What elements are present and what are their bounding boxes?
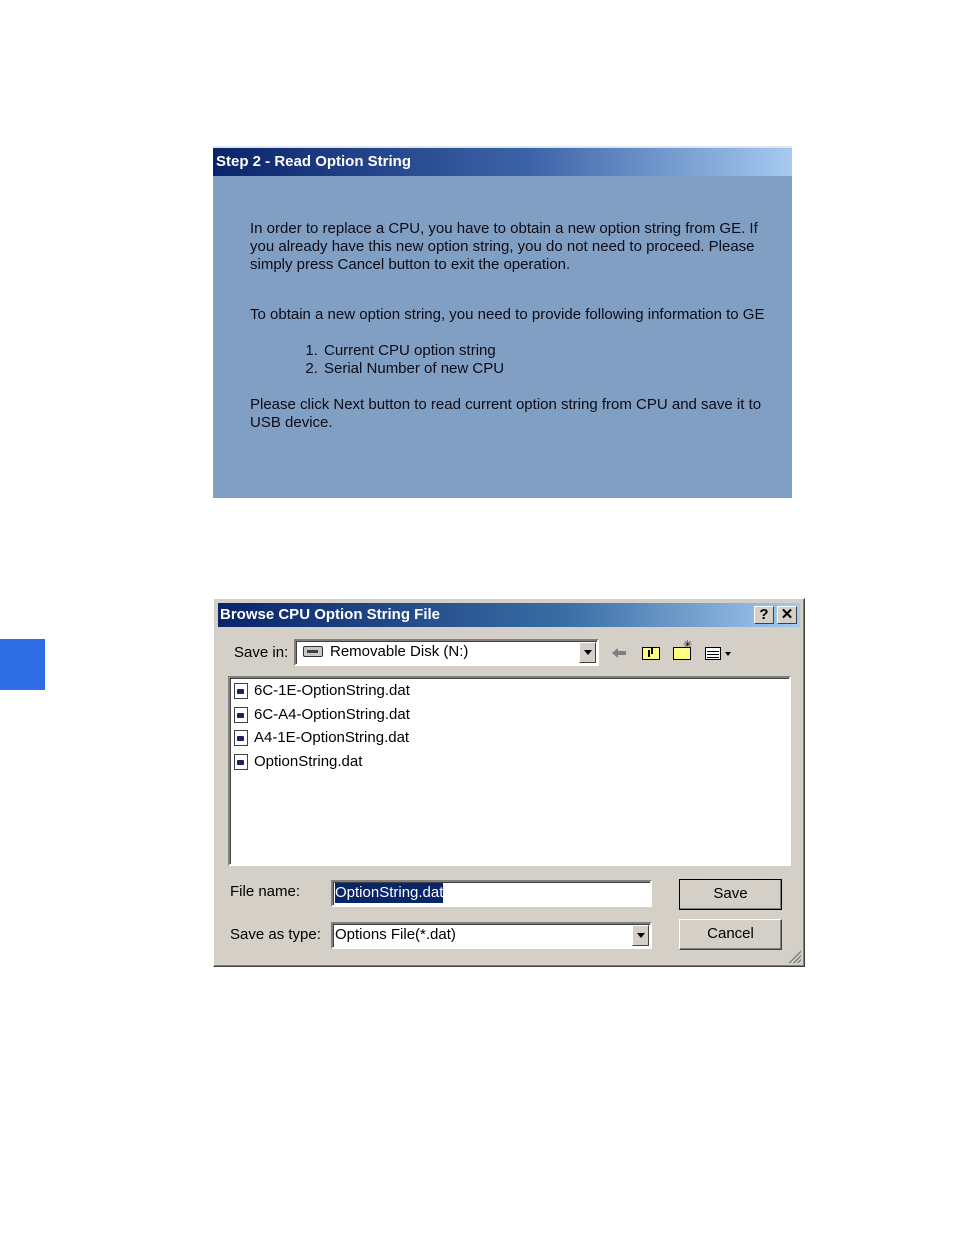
info-paragraph: To obtain a new option string, you need to provide following information to GE [250,306,765,323]
intro-paragraph: In order to replace a CPU, you have to obtain a new option string from GE. If you already have this new option string, you do not need to proceed. Please simply press Cancel button to exit the operation. [250,220,758,273]
resize-grip-icon[interactable] [787,949,801,963]
file-icon [234,754,248,770]
file-name: A4-1E-OptionString.dat [254,729,410,746]
save-as-type-combo[interactable] [331,922,652,949]
up-folder-icon[interactable] [640,642,662,664]
file-name: OptionString.dat [254,753,363,770]
file-name: 6C-A4-OptionString.dat [254,706,410,723]
step-panel [213,146,792,498]
drive-icon [303,646,323,657]
file-icon [234,707,248,723]
instruction-paragraph: Please click Next button to read current option string from CPU and save it to USB device. [250,396,762,431]
help-button[interactable]: ? [754,606,774,624]
file-name-label: File name: [230,883,301,900]
save-in-combo[interactable] [294,639,599,666]
save-as-type-value: Options File(*.dat) [335,926,456,943]
file-name: 6C-1E-OptionString.dat [254,682,410,699]
step-title: Step 2 - Read Option String [213,148,792,176]
cancel-button[interactable]: Cancel [679,919,782,950]
file-icon [234,683,248,699]
save-as-type-dropdown-arrow[interactable] [632,925,649,946]
dialog-title: Browse CPU Option String File [220,606,441,623]
step-body [250,220,770,432]
browse-dialog [213,598,805,967]
list-item: 2. Serial Number of new CPU [322,360,770,378]
section-tab-marker [0,639,45,690]
views-menu-icon[interactable] [703,642,733,664]
file-name-value: OptionString.dat [335,884,444,901]
close-button[interactable]: ✕ [777,606,797,624]
file-icon [234,730,248,746]
file-list[interactable] [228,676,791,866]
dialog-titlebar[interactable] [218,603,800,627]
save-in-dropdown-arrow[interactable] [579,642,596,663]
back-icon[interactable] [609,642,631,664]
file-name-input[interactable] [331,880,652,907]
new-folder-icon[interactable] [671,642,693,664]
save-button[interactable]: Save [679,879,782,910]
save-as-type-label: Save as type: [230,926,321,943]
required-info-list [250,342,770,378]
list-item: 1. Current CPU option string [322,342,770,360]
save-in-value: Removable Disk (N:) [330,643,469,660]
save-in-label: Save in: [234,644,289,661]
